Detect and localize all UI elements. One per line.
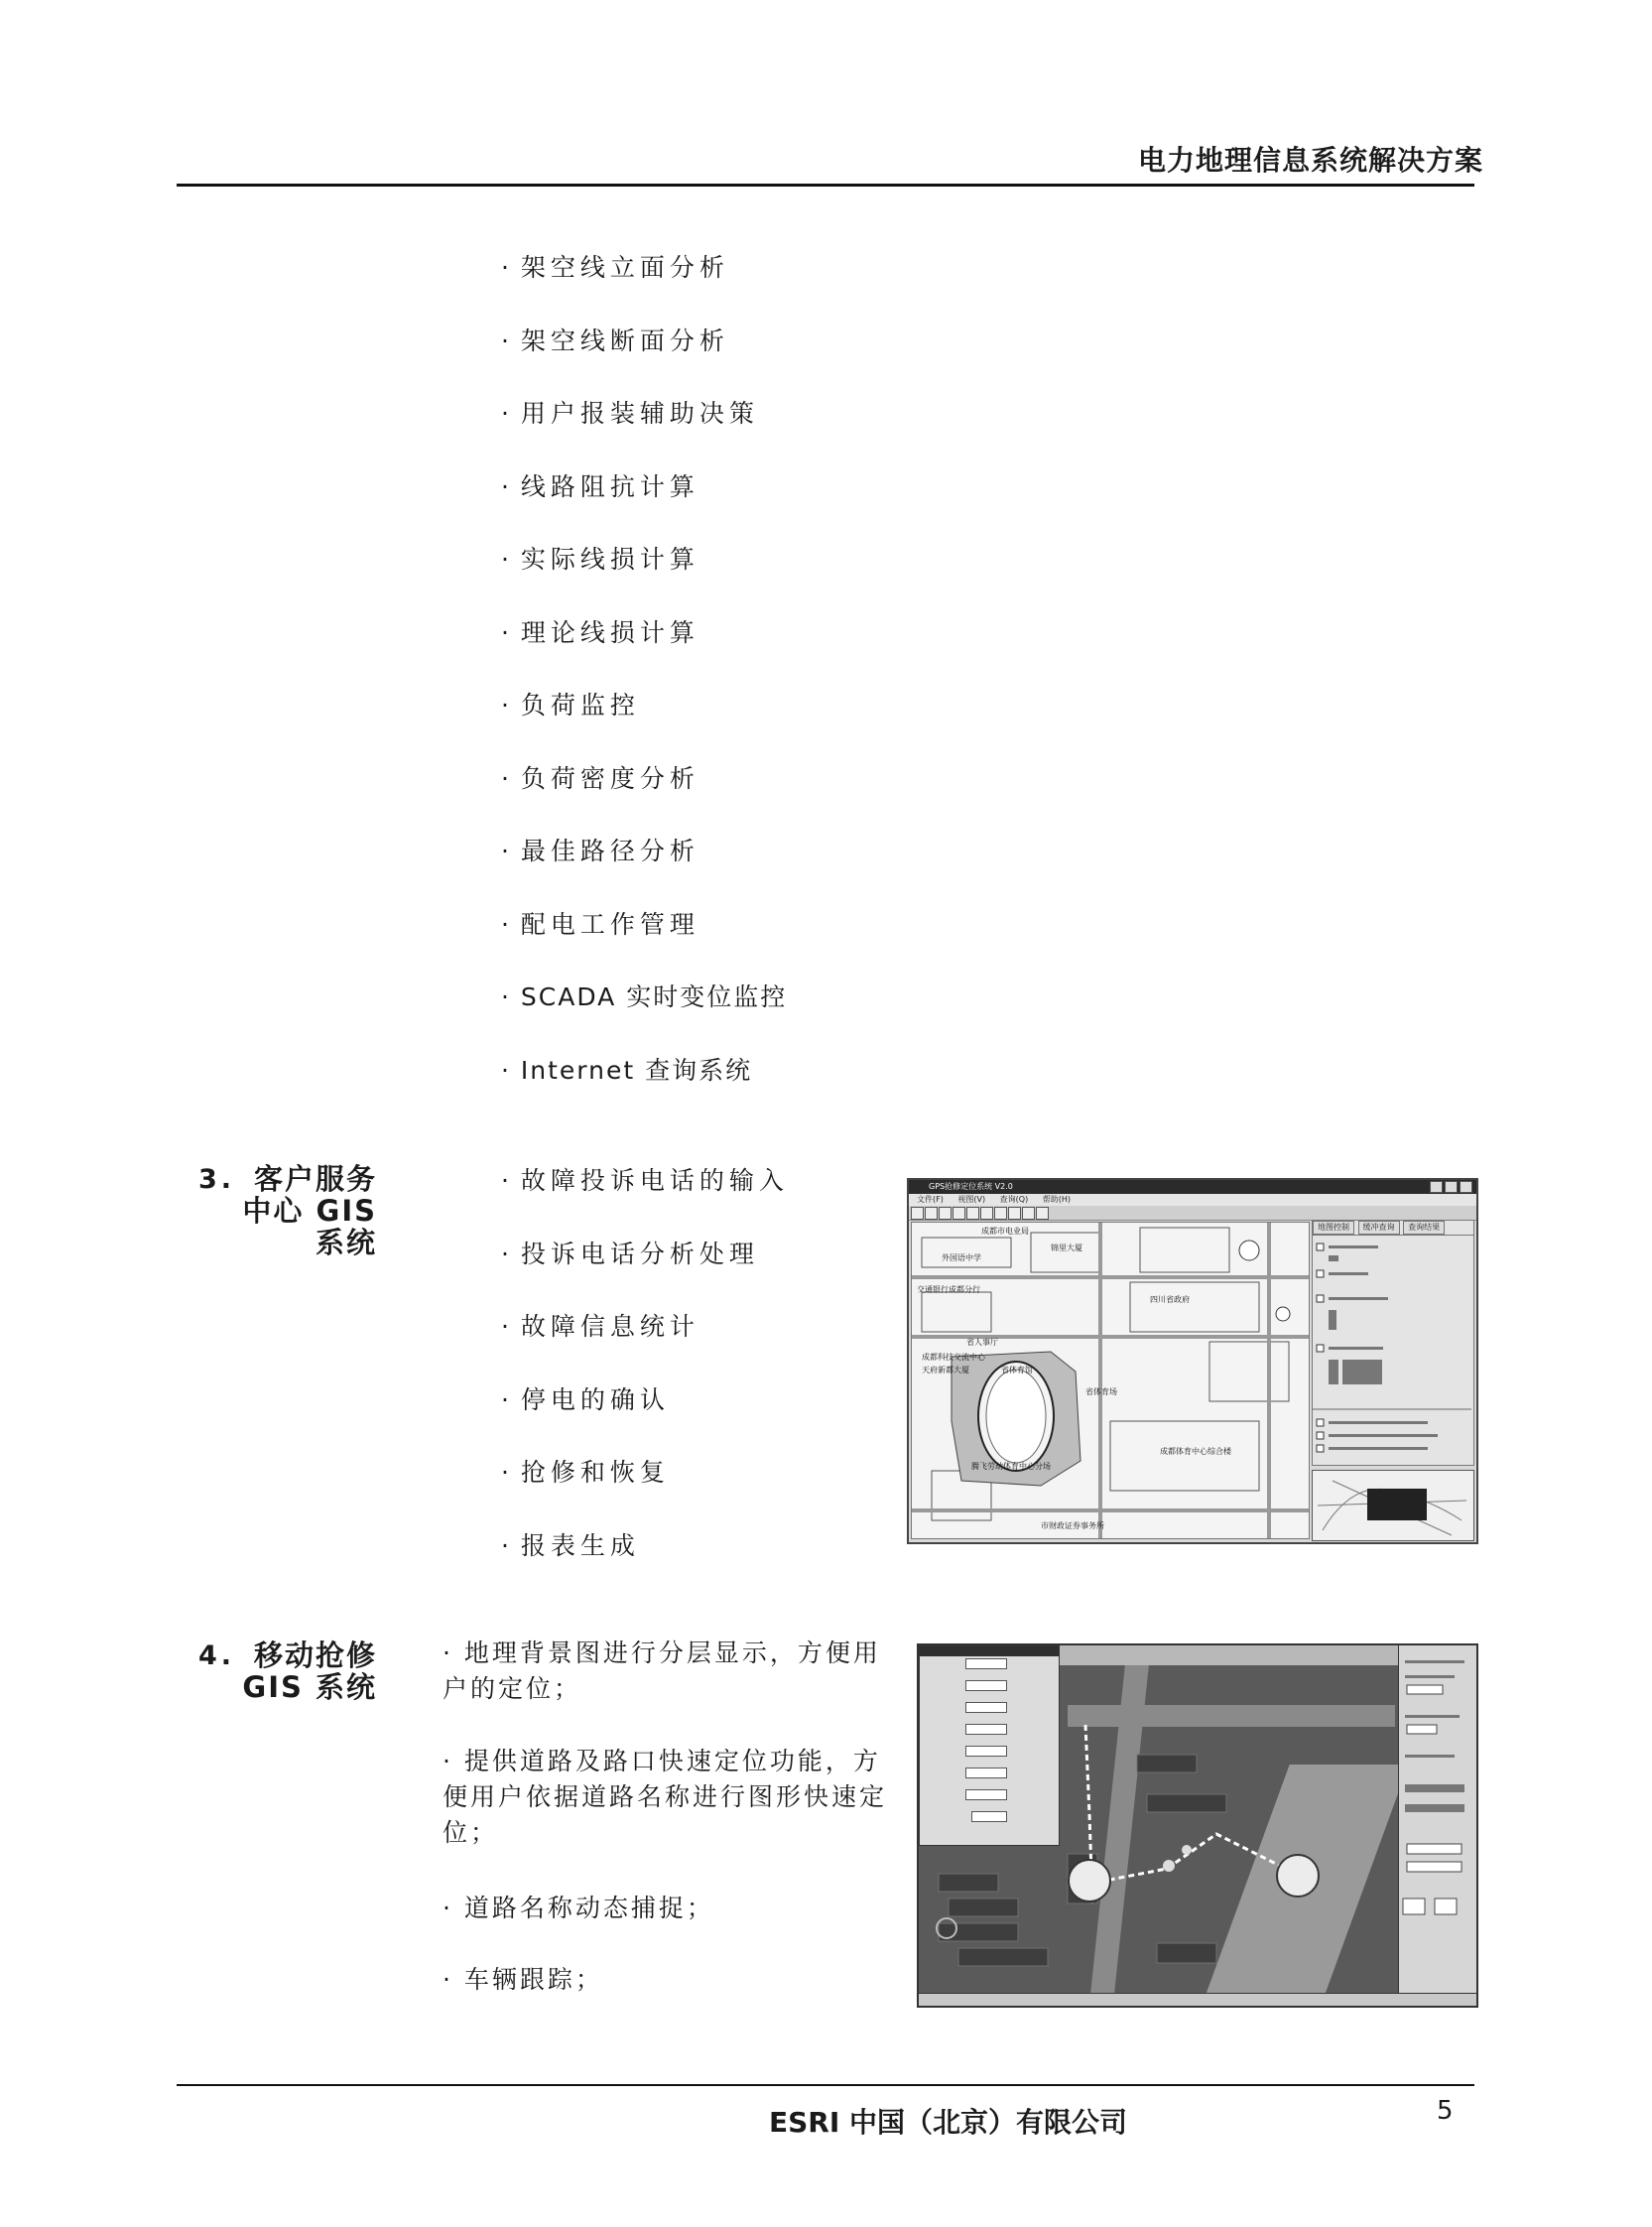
dialog-field xyxy=(965,1789,1007,1800)
map-label: 四川省政府 xyxy=(1150,1295,1190,1304)
menu-item: 查询(Q) xyxy=(999,1195,1029,1204)
menu-bar xyxy=(909,1194,1476,1206)
list-item: · 配电工作管理 xyxy=(501,910,787,983)
list-item: · SCADA 实时变位监控 xyxy=(501,982,787,1056)
section-4-title-line: 移动抢修 xyxy=(253,1638,377,1672)
feature-paragraph: · 提供道路及路口快速定位功能，方便用户依据道路名称进行图形快速定位； xyxy=(443,1747,888,1847)
window-titlebar xyxy=(909,1180,1476,1194)
feature-paragraph: · 地理背景图进行分层显示，方便用户的定位； xyxy=(443,1638,881,1703)
section-3-title-line: 中心 GIS xyxy=(242,1194,377,1228)
tool-icon xyxy=(1036,1207,1049,1220)
footer-company: ESRI 中国（北京）有限公司 xyxy=(769,2106,1128,2139)
map-label: 省体育场 xyxy=(1085,1387,1117,1396)
window-title: GPS抢修定位系统 V2.0 xyxy=(929,1182,1013,1191)
dialog-row xyxy=(920,1656,1059,1678)
page-header-title: 电力地理信息系统解决方案 xyxy=(1137,144,1483,177)
mobile-repair-screenshot xyxy=(917,1643,1478,2008)
list-item: · 负荷监控 xyxy=(501,691,787,764)
face-marker-icon xyxy=(1276,1854,1320,1898)
menu-item: 视图(V) xyxy=(957,1195,986,1204)
menu-item: 文件(F) xyxy=(917,1195,944,1204)
tab-query-result: 查询结果 xyxy=(1403,1221,1445,1235)
dialog-row xyxy=(920,1744,1059,1766)
panel-controls-graphic xyxy=(1399,1645,1476,1943)
list-item: · 投诉电话分析处理 xyxy=(501,1240,789,1313)
feature-paragraph: · 道路名称动态捕捉； xyxy=(443,1894,714,1922)
dialog-row xyxy=(920,1766,1059,1787)
dialog-field xyxy=(965,1746,1007,1757)
map-label: 成都市电业局 xyxy=(981,1227,1029,1236)
section-4-title-line: GIS 系统 xyxy=(242,1670,377,1704)
dialog-field xyxy=(965,1702,1007,1713)
map-label: 成都体育中心综合楼 xyxy=(1160,1447,1231,1456)
section-3-title-line: 客户服务 xyxy=(253,1162,377,1196)
list-item: · 故障投诉电话的输入 xyxy=(501,1166,789,1240)
dialog-row xyxy=(920,1678,1059,1700)
tool-icon xyxy=(966,1207,979,1220)
maximize-icon xyxy=(1445,1181,1458,1193)
menu-item: 帮助(H) xyxy=(1042,1195,1072,1204)
header-rule xyxy=(177,184,1474,187)
layer-control-panel xyxy=(1312,1220,1474,1466)
close-icon xyxy=(1460,1181,1472,1193)
dialog-field xyxy=(965,1680,1007,1691)
list-item: · 最佳路径分析 xyxy=(501,837,787,910)
minimap-graphic xyxy=(1313,1471,1471,1538)
footer-rule xyxy=(177,2084,1474,2086)
panel-tabs xyxy=(1313,1221,1473,1236)
list-item: · 用户报装辅助决策 xyxy=(501,399,787,472)
window-controls xyxy=(1428,1181,1472,1198)
overview-minimap xyxy=(1312,1470,1474,1541)
section-3-title-line: 系统 xyxy=(315,1226,377,1259)
map-label: 天府新都大厦 xyxy=(922,1366,969,1375)
map-view xyxy=(911,1222,1310,1539)
map-label: 省人事厅 xyxy=(966,1338,998,1347)
list-item: · 实际线损计算 xyxy=(501,545,787,618)
list-item: · 架空线断面分析 xyxy=(501,327,787,400)
dialog-row xyxy=(920,1722,1059,1744)
dialog-row xyxy=(920,1700,1059,1722)
map-toolbar xyxy=(909,1206,1476,1221)
tool-icon xyxy=(911,1207,924,1220)
map-label: 外国语中学 xyxy=(942,1253,981,1262)
section-4-title xyxy=(179,1639,377,1703)
list-item: · 停电的确认 xyxy=(501,1385,789,1459)
vehicle-icon xyxy=(1068,1859,1111,1902)
minimize-icon xyxy=(1430,1181,1443,1193)
tool-icon xyxy=(953,1207,965,1220)
user-locate-panel xyxy=(1398,1645,1476,2006)
tool-icon xyxy=(1022,1207,1035,1220)
map-label: 锦里大厦 xyxy=(1051,1244,1082,1252)
list-item: · Internet 查询系统 xyxy=(501,1056,787,1129)
dialog-button xyxy=(971,1811,1007,1822)
section-4-number: 4. xyxy=(198,1640,236,1671)
customer-service-list xyxy=(501,1166,789,1604)
tool-icon xyxy=(925,1207,938,1220)
tool-icon xyxy=(1008,1207,1021,1220)
tool-icon xyxy=(994,1207,1007,1220)
list-item: · 抢修和恢复 xyxy=(501,1458,789,1531)
list-item: · 故障信息统计 xyxy=(501,1312,789,1385)
section-3-title xyxy=(179,1163,377,1258)
dialog-titlebar xyxy=(920,1646,1059,1656)
tool-icon xyxy=(980,1207,993,1220)
tool-icon xyxy=(939,1207,952,1220)
route-info-dialog xyxy=(919,1645,1060,1846)
map-label: 省体育馆 xyxy=(1001,1366,1033,1375)
taskbar xyxy=(919,1993,1476,2006)
list-item: · 架空线立面分析 xyxy=(501,253,787,327)
list-item: · 负荷密度分析 xyxy=(501,764,787,838)
dialog-field xyxy=(965,1658,1007,1669)
feature-paragraph: · 车辆跟踪； xyxy=(443,1965,603,1994)
map-graphic xyxy=(912,1223,1309,1538)
dialog-row xyxy=(920,1787,1059,1809)
analysis-function-list xyxy=(501,253,787,1128)
map-label: 市财政证券事务所 xyxy=(1041,1521,1104,1530)
section-3-number: 3. xyxy=(198,1164,236,1195)
tab-buffer-query: 缓冲查询 xyxy=(1358,1221,1400,1235)
list-item: · 报表生成 xyxy=(501,1531,789,1605)
list-item: · 理论线损计算 xyxy=(501,618,787,692)
map-label: 成都科技交流中心 xyxy=(922,1353,985,1362)
tab-map-control: 地图控制 xyxy=(1313,1221,1354,1235)
list-item: · 线路阻抗计算 xyxy=(501,472,787,546)
dialog-field xyxy=(965,1724,1007,1735)
layer-list-graphic xyxy=(1313,1236,1471,1464)
map-label: 交通银行成都分行 xyxy=(917,1285,980,1294)
dialog-field xyxy=(965,1768,1007,1778)
map-label: 腾飞劳动体育中心分场 xyxy=(971,1462,1051,1471)
dialog-row xyxy=(920,1809,1059,1831)
page-number: 5 xyxy=(1437,2096,1454,2126)
gps-system-screenshot xyxy=(907,1178,1478,1544)
